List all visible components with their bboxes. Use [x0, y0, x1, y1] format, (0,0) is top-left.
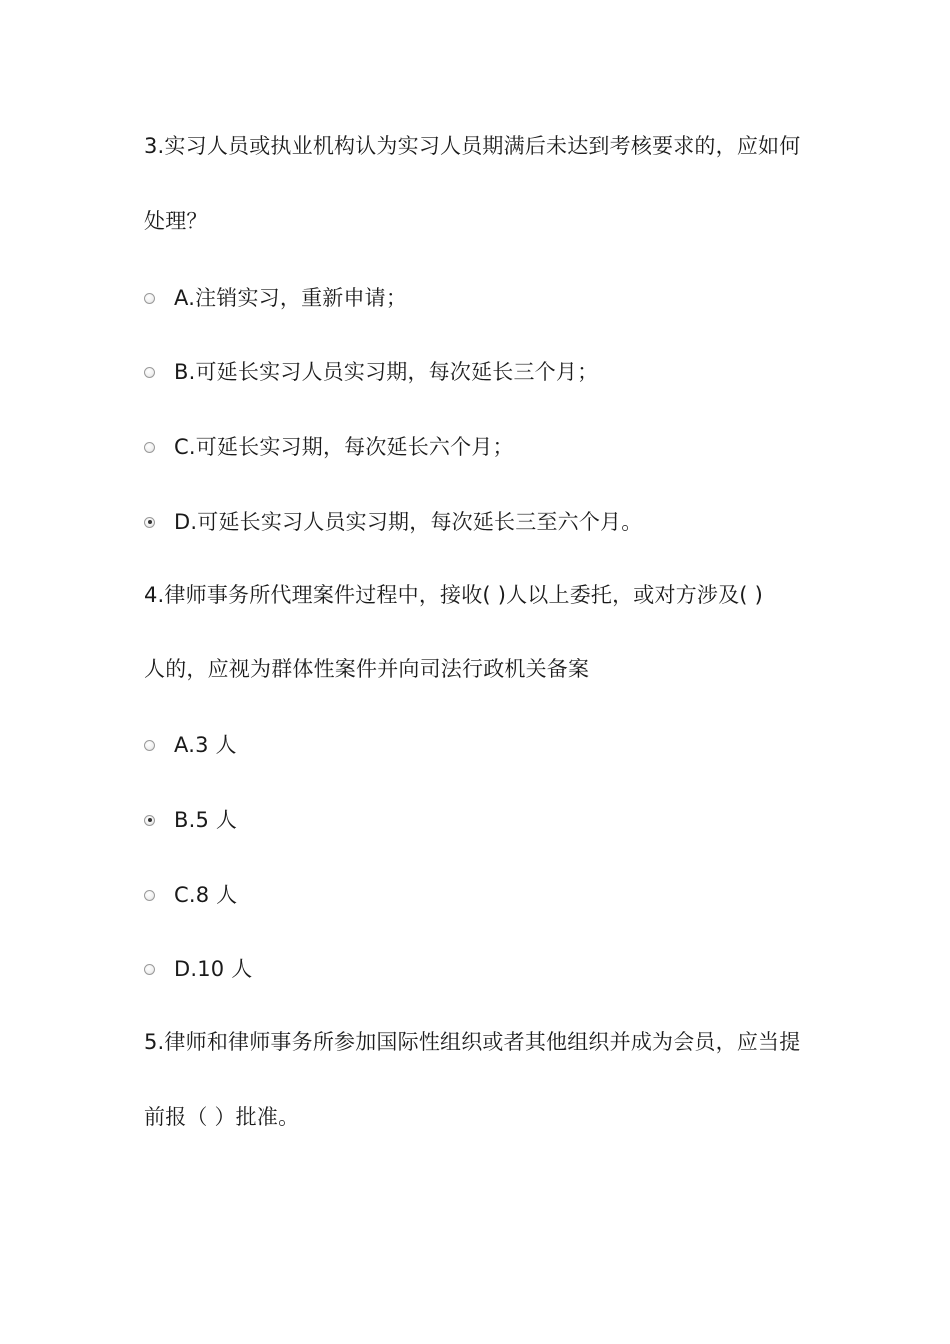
question-4-option-a[interactable] — [144, 730, 237, 760]
radio-unchecked-icon[interactable] — [144, 890, 155, 901]
option-label: A.注销实习，重新申请； — [174, 286, 408, 310]
radio-unchecked-icon[interactable] — [144, 964, 155, 975]
question-4-text-line-2: 人的，应视为群体性案件并向司法行政机关备案 — [144, 657, 590, 681]
question-5-text-line-2: 前报（ ）批准。 — [144, 1105, 300, 1129]
question-3-text-line-2: 处理？ — [144, 209, 208, 233]
question-4-option-d[interactable] — [144, 954, 252, 984]
option-label: C.可延长实习期，每次延长六个月； — [174, 435, 514, 459]
option-label: C.8 人 — [174, 883, 238, 907]
radio-unchecked-icon[interactable] — [144, 367, 155, 378]
question-3-option-b[interactable] — [144, 357, 598, 387]
option-label: B.可延长实习人员实习期，每次延长三个月； — [174, 360, 599, 384]
radio-checked-icon[interactable] — [144, 815, 155, 826]
option-label: D.10 人 — [174, 957, 253, 981]
radio-checked-icon[interactable] — [144, 517, 155, 528]
question-4-text-line-1: 4.律师事务所代理案件过程中，接收( )人以上委托，或对方涉及( ) — [144, 583, 763, 607]
question-3-option-c[interactable] — [144, 432, 514, 462]
option-label: B.5 人 — [174, 808, 238, 832]
option-label: A.3 人 — [174, 733, 237, 757]
option-label: D.可延长实习人员实习期，每次延长三至六个月。 — [174, 510, 643, 534]
radio-unchecked-icon[interactable] — [144, 740, 155, 751]
question-5-text-line-1: 5.律师和律师事务所参加国际性组织或者其他组织并成为会员，应当提 — [144, 1030, 801, 1054]
question-3-option-d[interactable] — [144, 507, 642, 537]
question-3-text-line-1: 3.实习人员或执业机构认为实习人员期满后未达到考核要求的，应如何 — [144, 134, 801, 158]
question-3-option-a[interactable] — [144, 283, 407, 313]
question-4-option-c[interactable] — [144, 880, 237, 910]
radio-unchecked-icon[interactable] — [144, 442, 155, 453]
radio-unchecked-icon[interactable] — [144, 293, 155, 304]
question-4-option-b[interactable] — [144, 805, 237, 835]
